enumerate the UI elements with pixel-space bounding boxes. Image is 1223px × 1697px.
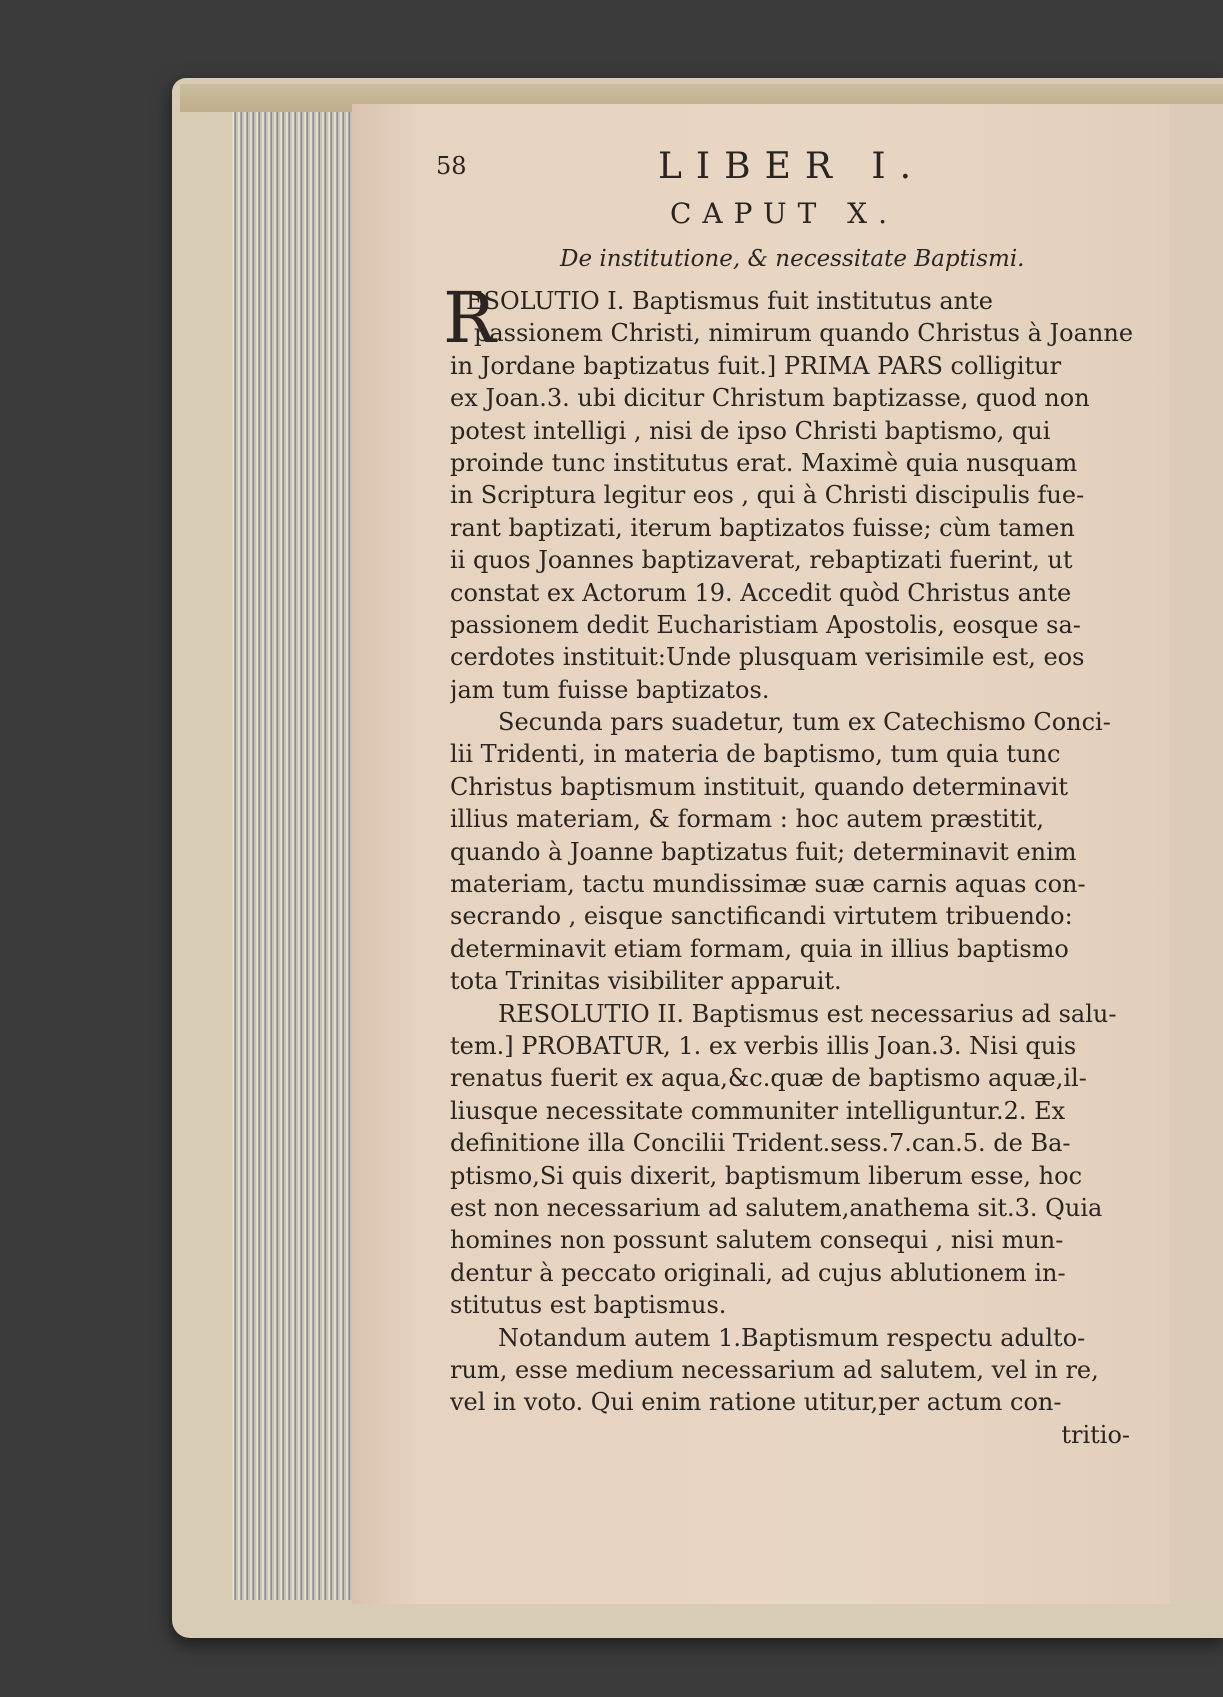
chapter-title: CAPUT X. bbox=[670, 197, 898, 230]
text-line: tem.] PROBATUR, 1. ex verbis illis Joan.3. Nisi quis bbox=[450, 1031, 1077, 1060]
chapter-subtitle: De institutione, & necessitate Baptismi. bbox=[560, 246, 1025, 272]
text-line: Secunda pars suadetur, tum ex Catechismo Conci- bbox=[498, 708, 1111, 737]
text-line: passionem Christi, nimirum quando Christus à Joanne bbox=[474, 319, 1134, 348]
text-line: renatus fuerit ex aqua,&c.quæ de baptismo aquæ,il- bbox=[450, 1064, 1087, 1093]
text-line: homines non possunt salutem consequi , nisi mun- bbox=[450, 1226, 1064, 1255]
text-line: Christus baptismum instituit, quando determinavit bbox=[450, 772, 1069, 801]
text-line: stitutus est baptismus. bbox=[450, 1291, 727, 1320]
text-line: ptismo,Si quis dixerit, baptismum liberum esse, hoc bbox=[450, 1161, 1083, 1190]
text-line: illius materiam, & formam : hoc autem præstitit, bbox=[450, 805, 1045, 834]
text-line: rum, esse medium necessarium ad salutem, vel in re, bbox=[450, 1355, 1099, 1384]
text-line: in Jordane baptizatus fuit.] PRIMA PARS colligitur bbox=[450, 351, 1062, 380]
text-line: tota Trinitas visibiliter apparuit. bbox=[450, 967, 842, 996]
text-line: ESOLUTIO I. Baptismus fuit institutus ante bbox=[466, 287, 993, 315]
page-number: 58 bbox=[436, 152, 467, 180]
running-title: LIBER I. bbox=[658, 146, 926, 187]
text-line: quando à Joanne baptizatus fuit; determinavit enim bbox=[450, 837, 1077, 866]
page-edges bbox=[232, 112, 358, 1600]
text-line: materiam, tactu mundissimæ suæ carnis aquas con- bbox=[450, 870, 1086, 899]
drop-cap: R bbox=[443, 277, 496, 359]
text-line: ii quos Joannes baptizaverat, rebaptizati fuerint, ut bbox=[450, 546, 1073, 575]
text-line: dentur à peccato originali, ad cujus ablutionem in- bbox=[450, 1258, 1066, 1287]
text-line: potest intelligi , nisi de ipso Christi baptismo, qui bbox=[450, 416, 1051, 445]
text-line: jam tum fuisse baptizatos. bbox=[450, 675, 770, 704]
text-line: lii Tridenti, in materia de baptismo, tum quia tunc bbox=[450, 740, 1061, 769]
text-line: secrando , eisque sanctificandi virtutem tribuendo: bbox=[450, 902, 1073, 931]
text-line: definitione illa Concilii Trident.sess.7.can.5. de Ba- bbox=[450, 1129, 1071, 1158]
text-line: constat ex Actorum 19. Accedit quòd Christus ante bbox=[450, 578, 1072, 607]
body-text bbox=[450, 285, 1140, 1451]
text-line: in Scriptura legitur eos , qui à Christi discipulis fue- bbox=[450, 481, 1085, 510]
text-line: liusque necessitate communiter intelliguntur.2. Ex bbox=[450, 1096, 1066, 1125]
text-line: Notandum autem 1.Baptismum respectu adulto- bbox=[498, 1323, 1086, 1352]
text-line: est non necessarium ad salutem,anathema sit.3. Quia bbox=[450, 1193, 1103, 1222]
text-line: cerdotes instituit:Unde plusquam verisimile est, eos bbox=[450, 643, 1085, 672]
text-line: determinavit etiam formam, quia in illius baptismo bbox=[450, 934, 1069, 963]
facing-page-edge bbox=[1166, 104, 1223, 1604]
catchword: tritio- bbox=[1061, 1420, 1130, 1449]
text-line: ex Joan.3. ubi dicitur Christum baptizasse, quod non bbox=[450, 384, 1090, 413]
running-header bbox=[436, 146, 1136, 190]
text-line: passionem dedit Eucharistiam Apostolis, eosque sa- bbox=[450, 610, 1081, 639]
text-line: vel in voto. Qui enim ratione utitur,per actum con- bbox=[450, 1388, 1062, 1417]
text-line: proinde tunc institutus erat. Maximè quia nusquam bbox=[450, 448, 1078, 477]
text-line: RESOLUTIO II. Baptismus est necessarius ad salu- bbox=[498, 999, 1117, 1028]
text-line: rant baptizati, iterum baptizatos fuisse; cùm tamen bbox=[450, 513, 1075, 542]
